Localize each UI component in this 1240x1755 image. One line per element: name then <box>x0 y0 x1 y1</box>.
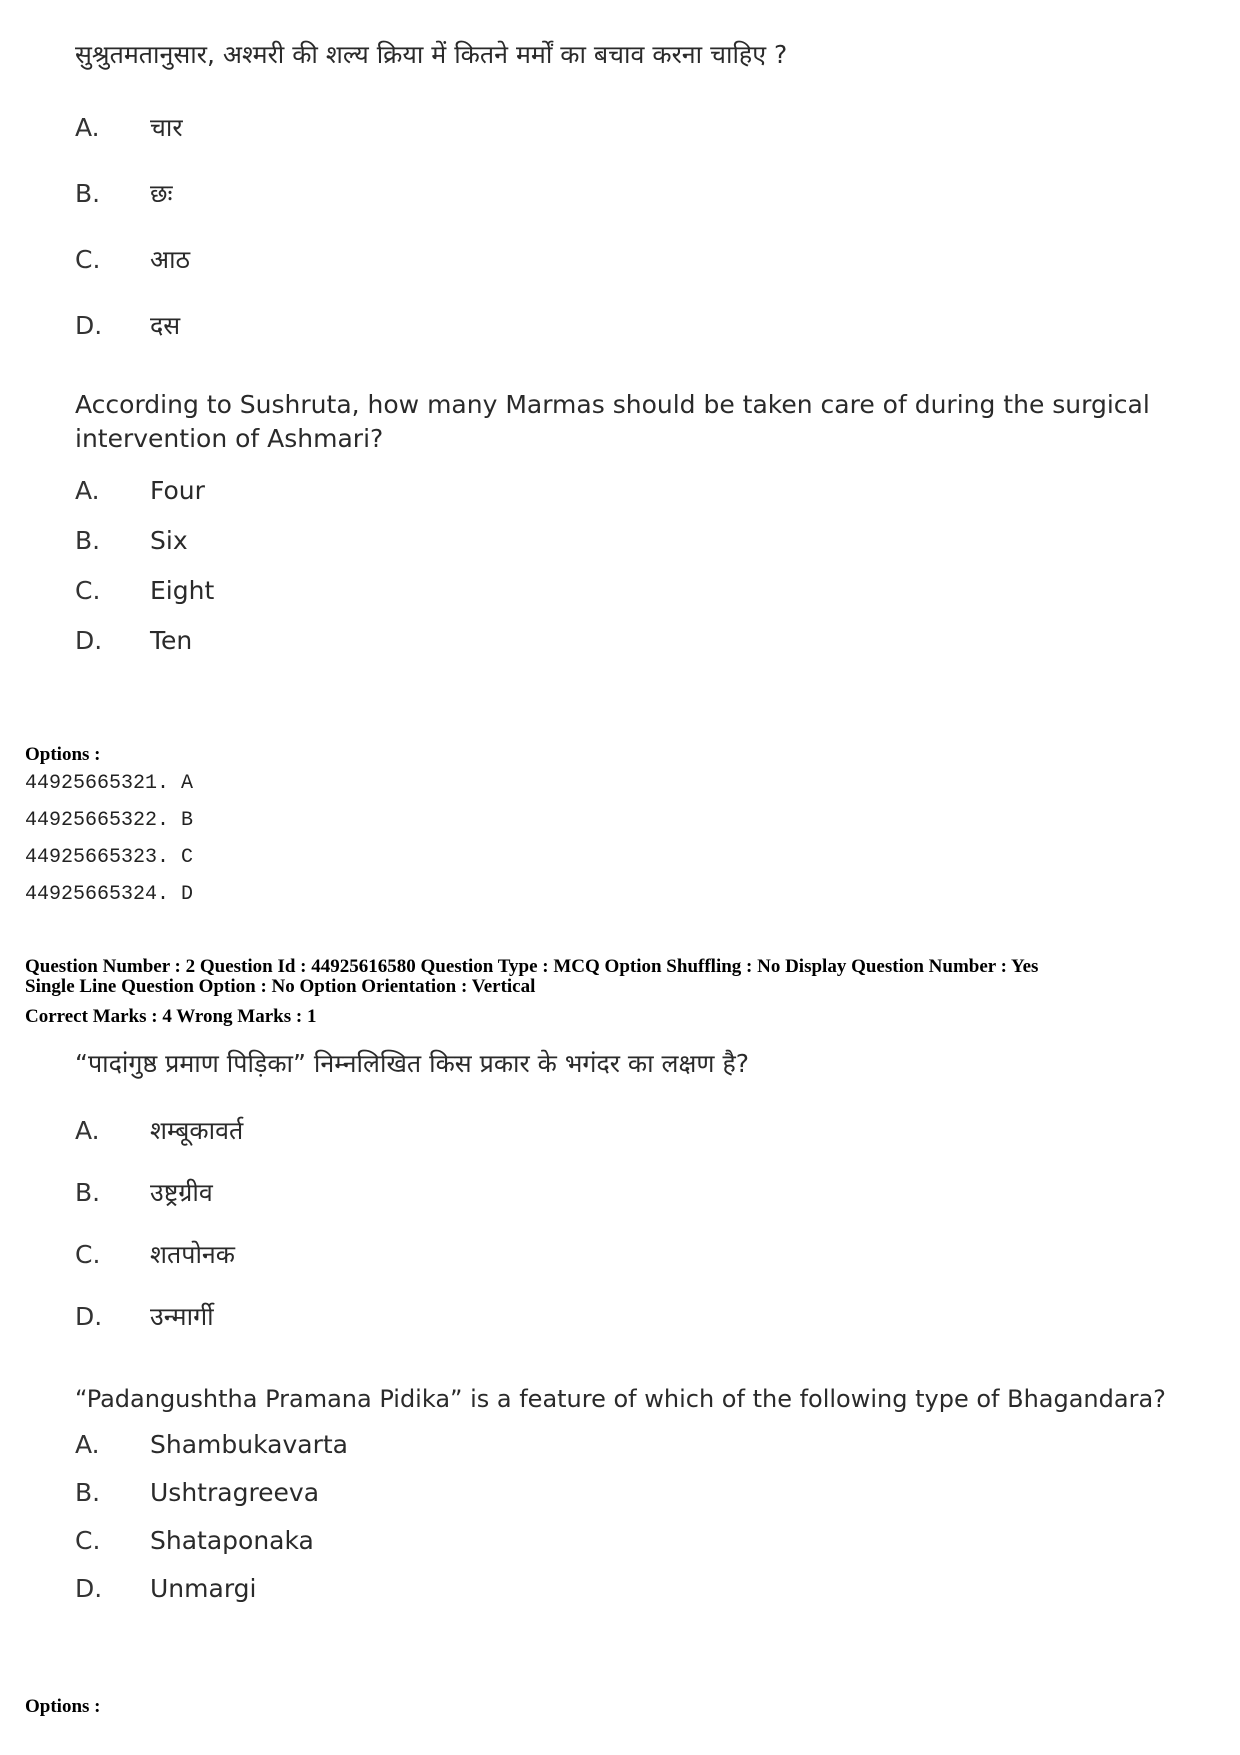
q1-hindi-question: सुश्रुतमतानुसार, अश्मरी की शल्य क्रिया में कितने मर्मों का बचाव करना चाहिए ? <box>75 40 788 69</box>
q2-hindi-option-c <box>75 1237 235 1271</box>
option-letter: C. <box>75 576 101 605</box>
q2-hindi-option-d <box>75 1299 214 1333</box>
q1-options-label: Options : <box>25 744 101 765</box>
option-letter: B. <box>75 179 101 208</box>
q2-hindi-option-a <box>75 1113 243 1147</box>
option-letter: B. <box>75 526 101 555</box>
option-text: आठ <box>150 245 191 274</box>
q1-hindi-option-a <box>75 110 183 144</box>
option-text: Ushtragreeva <box>150 1478 320 1507</box>
option-letter: D. <box>75 311 103 340</box>
q1-option-code-3: 44925665323. C <box>25 846 194 869</box>
q1-hindi-block <box>75 38 1195 338</box>
option-text: शम्बूकावर्त <box>150 1116 244 1145</box>
option-text: Four <box>150 476 205 505</box>
option-text: उन्मार्गी <box>150 1302 214 1331</box>
option-letter: A. <box>75 476 100 505</box>
option-letter: A. <box>75 1430 100 1459</box>
option-letter: A. <box>75 1116 100 1145</box>
option-text: Ten <box>150 626 193 655</box>
q1-english-option-c <box>75 576 214 605</box>
q2-english-option-d <box>75 1574 256 1603</box>
option-letter: B. <box>75 1178 101 1207</box>
q2-hindi-block <box>75 1047 1195 1337</box>
q1-english-block <box>75 388 1195 668</box>
q1-english-option-b <box>75 526 188 555</box>
q2-english-block <box>75 1382 1195 1622</box>
option-text: दस <box>150 311 181 340</box>
q2-options-label: Options : <box>25 1696 101 1717</box>
option-letter: D. <box>75 1302 103 1331</box>
q2-meta-line1: Question Number : 2 Question Id : 44925616580 Question Type : MCQ Option Shuffling : No Display Question Number : Yes <box>25 956 1039 977</box>
option-text: Unmargi <box>150 1574 257 1603</box>
q2-meta-line2: Single Line Question Option : No Option Orientation : Vertical <box>25 976 536 997</box>
option-text: Shambukavarta <box>150 1430 348 1459</box>
option-letter: B. <box>75 1478 101 1507</box>
option-text: छः <box>150 179 173 208</box>
q1-option-code-2: 44925665322. B <box>25 809 194 832</box>
option-text: उष्ट्रग्रीव <box>150 1178 213 1207</box>
q1-hindi-option-c <box>75 242 190 276</box>
option-text: Shataponaka <box>150 1526 314 1555</box>
q1-english-question-line1: According to Sushruta, how many Marmas should be taken care of during the surgical <box>75 390 1150 419</box>
q1-english-question-line2: intervention of Ashmari? <box>75 424 384 453</box>
q2-english-option-c <box>75 1526 314 1555</box>
q1-hindi-option-b <box>75 176 173 210</box>
option-letter: A. <box>75 113 100 142</box>
option-letter: C. <box>75 1526 101 1555</box>
option-letter: C. <box>75 1240 101 1269</box>
q1-option-code-4: 44925665324. D <box>25 883 194 906</box>
q1-english-option-a <box>75 476 205 505</box>
q2-english-option-b <box>75 1478 319 1507</box>
q2-english-option-a <box>75 1430 348 1459</box>
q1-english-option-d <box>75 626 192 655</box>
q1-option-code-1: 44925665321. A <box>25 772 194 795</box>
option-letter: C. <box>75 245 101 274</box>
option-text: शतपोनक <box>150 1240 236 1269</box>
q2-hindi-option-b <box>75 1175 213 1209</box>
option-letter: D. <box>75 1574 103 1603</box>
option-text: Eight <box>150 576 215 605</box>
option-letter: D. <box>75 626 103 655</box>
q2-english-question: “Padangushtha Pramana Pidika” is a feature of which of the following type of Bhagandara? <box>75 1385 1166 1413</box>
option-text: चार <box>150 113 183 142</box>
q1-hindi-option-d <box>75 308 180 342</box>
q2-hindi-question: “पादांगुष्ठ प्रमाण पिड़िका” निम्नलिखित किस प्रकार के भगंदर का लक्षण है? <box>75 1049 749 1078</box>
option-text: Six <box>150 526 188 555</box>
q2-marks: Correct Marks : 4 Wrong Marks : 1 <box>25 1006 317 1027</box>
